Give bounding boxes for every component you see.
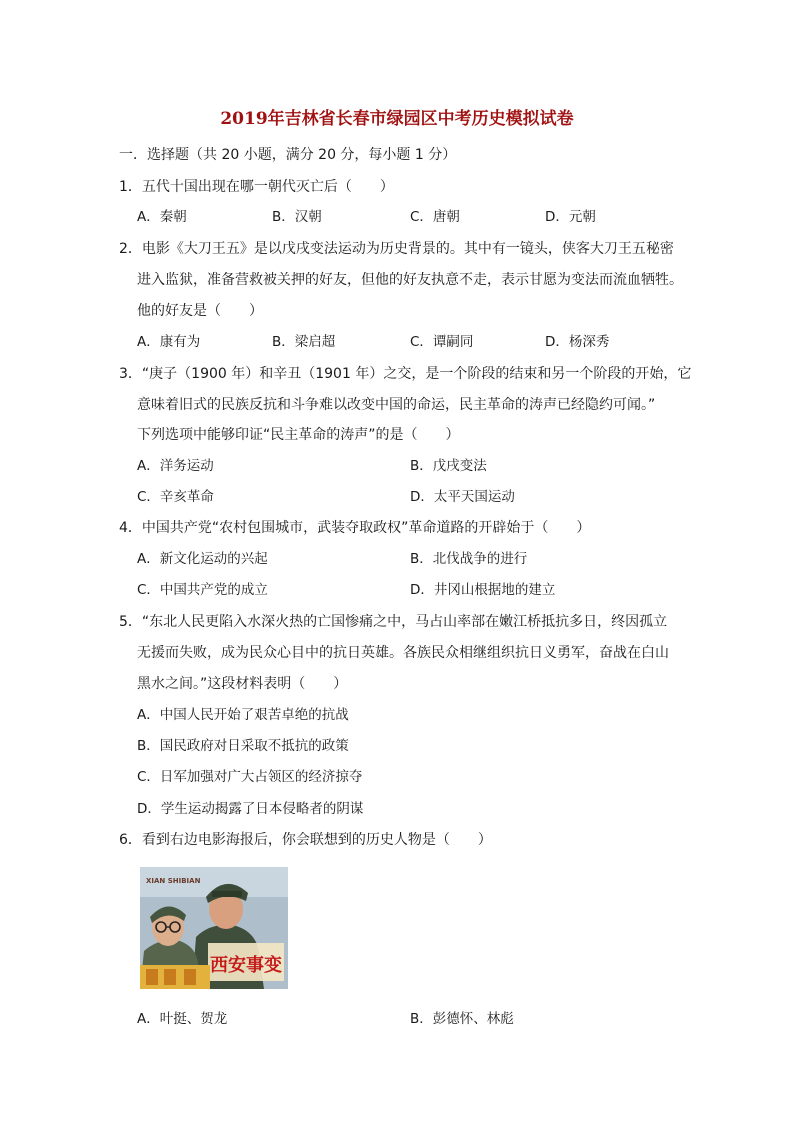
q1-option-d[interactable]: D．元朝 — [545, 209, 596, 225]
question-2-stem-line-2: 进入监狱，准备营救被关押的好友，但他的好友执意不走，表示甘愿为变法而流血牺牲。 — [137, 272, 683, 288]
q5-option-b[interactable]: B．国民政府对日采取不抵抗的政策 — [137, 738, 349, 754]
question-5-stem-line-2: 无援而失败，成为民众心目中的抗日英雄。各族民众相继组织抗日义勇军，奋战在白山 — [137, 645, 669, 661]
q2-option-b[interactable]: B．梁启超 — [272, 334, 336, 350]
q2-option-d[interactable]: D．杨深秀 — [545, 334, 610, 350]
q2-option-c[interactable]: C．谭嗣同 — [410, 334, 474, 350]
q1-option-c[interactable]: C．唐朝 — [410, 209, 460, 225]
q4-option-c[interactable]: C．中国共产党的成立 — [137, 582, 268, 598]
question-5-stem-line-3: 黑水之间。”这段材料表明（ ） — [137, 676, 348, 692]
q5-option-d[interactable]: D．学生运动揭露了日本侵略者的阴谋 — [137, 801, 364, 817]
question-2-stem: 2．电影《大刀王五》是以戊戌变法运动为历史背景的。其中有一镜头，侠客大刀王五秘密 — [119, 241, 674, 257]
question-3-stem-line-3: 下列选项中能够印证“民主革命的涛声”的是（ ） — [137, 427, 460, 443]
section-heading: 一．选择题（共 20 小题，满分 20 分，每小题 1 分） — [119, 147, 457, 163]
q1-option-b[interactable]: B．汉朝 — [272, 209, 322, 225]
question-6-stem: 6．看到右边电影海报后，你会联想到的历史人物是（ ） — [119, 832, 492, 848]
question-4-stem: 4．中国共产党“农村包围城市，武装夺取政权”革命道路的开辟始于（ ） — [119, 520, 591, 536]
q2-option-a[interactable]: A．康有为 — [137, 334, 201, 350]
poster-headline: 西安事变 — [210, 955, 282, 976]
q3-option-d[interactable]: D．太平天国运动 — [410, 489, 515, 505]
q4-option-b[interactable]: B．北伐战争的进行 — [410, 551, 528, 567]
movie-poster-image — [140, 867, 288, 989]
q1-option-a[interactable]: A．秦朝 — [137, 209, 187, 225]
q5-option-c[interactable]: C．日军加强对广大占领区的经济掠夺 — [137, 769, 363, 785]
q4-option-d[interactable]: D．井冈山根据地的建立 — [410, 582, 556, 598]
q5-option-a[interactable]: A．中国人民开始了艰苦卓绝的抗战 — [137, 707, 349, 723]
question-5-stem: 5．“东北人民更陷入水深火热的亡国惨痛之中，马占山率部在嫩江桥抵抗多日，终因孤立 — [119, 614, 668, 630]
poster-illustration — [140, 867, 288, 989]
question-3-stem: 3．“庚子（1900 年）和辛丑（1901 年）之交，是一个阶段的结束和另一个阶段的开始，它 — [119, 366, 692, 382]
page-title: 2019年吉林省长春市绿园区中考历史模拟试卷 — [220, 109, 574, 129]
q6-option-a[interactable]: A．叶挺、贺龙 — [137, 1011, 228, 1027]
question-3-stem-line-2: 意味着旧式的民族反抗和斗争难以改变中国的命运，民主革命的涛声已经隐约可闻。” — [137, 397, 656, 413]
q6-option-b[interactable]: B．彭德怀、林彪 — [410, 1011, 514, 1027]
q3-option-b[interactable]: B．戊戌变法 — [410, 458, 487, 474]
q3-option-c[interactable]: C．辛亥革命 — [137, 489, 214, 505]
q3-option-a[interactable]: A．洋务运动 — [137, 458, 214, 474]
q4-option-a[interactable]: A．新文化运动的兴起 — [137, 551, 268, 567]
question-1-stem: 1．五代十国出现在哪一朝代灭亡后（ ） — [119, 179, 394, 195]
question-2-stem-line-3: 他的好友是（ ） — [137, 303, 263, 319]
poster-banner-text: XIAN SHIBIAN — [146, 877, 201, 885]
